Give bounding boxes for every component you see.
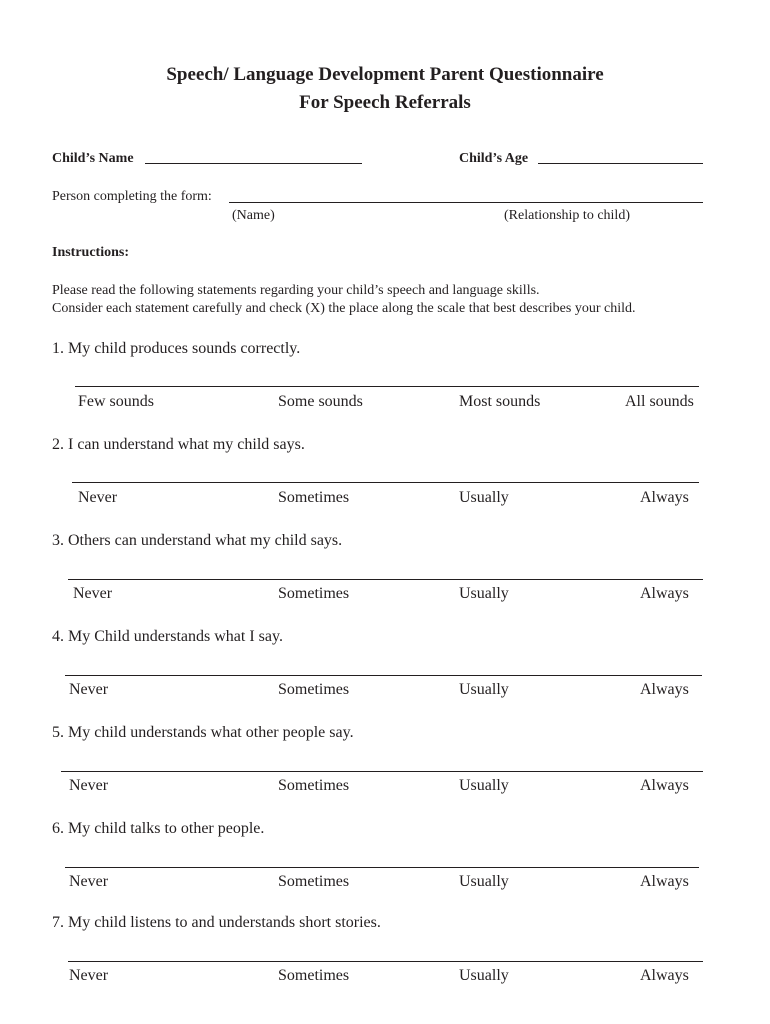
child-name-label: Child’s Name [52,151,134,166]
option-usually: Usually [459,873,509,890]
instructions-line-2: Consider each statement carefully and check (X) the place along the scale that best describes your child. [52,301,636,316]
option-few-sounds: Few sounds [78,393,155,410]
question-2: 2. I can understand what my child says. [52,436,305,453]
option-always: Always [640,681,689,698]
rating-scale-2[interactable] [72,482,699,483]
option-always: Always [640,777,689,794]
rating-scale-4[interactable] [65,675,702,676]
option-sometimes: Sometimes [278,681,350,698]
question-7: 7. My child listens to and understands short stories. [52,914,381,931]
name-caption: (Name) [232,208,275,223]
option-some-sounds: Some sounds [278,393,363,410]
option-usually: Usually [459,967,509,984]
option-always: Always [640,967,689,984]
rating-scale-5[interactable] [61,771,703,772]
question-6: 6. My child talks to other people. [52,820,265,837]
relationship-caption: (Relationship to child) [504,208,630,223]
child-name-field[interactable] [145,163,362,164]
page-subtitle: For Speech Referrals [299,92,471,113]
option-sometimes: Sometimes [278,967,350,984]
option-most-sounds: Most sounds [459,393,541,410]
person-completing-field[interactable] [229,202,703,203]
option-never: Never [69,967,109,984]
option-never: Never [78,489,118,506]
rating-scale-6[interactable] [65,867,699,868]
option-usually: Usually [459,681,509,698]
option-never: Never [69,777,109,794]
option-never: Never [73,585,113,602]
option-always: Always [640,873,689,890]
option-all-sounds: All sounds [625,393,694,410]
option-sometimes: Sometimes [278,585,350,602]
instructions-line-1: Please read the following statements regarding your child’s speech and language skills. [52,283,540,298]
page-title: Speech/ Language Development Parent Questionnaire [166,64,604,85]
option-always: Always [640,585,689,602]
child-age-label: Child’s Age [459,151,529,166]
option-usually: Usually [459,777,509,794]
option-usually: Usually [459,489,509,506]
rating-scale-7[interactable] [68,961,703,962]
rating-scale-3[interactable] [68,579,703,580]
question-5: 5. My child understands what other people say. [52,724,354,741]
person-completing-label: Person completing the form: [52,189,212,204]
rating-scale-1[interactable] [75,386,699,387]
option-sometimes: Sometimes [278,873,350,890]
option-never: Never [69,681,109,698]
option-sometimes: Sometimes [278,777,350,794]
option-sometimes: Sometimes [278,489,350,506]
option-usually: Usually [459,585,509,602]
instructions-heading: Instructions: [52,245,130,260]
question-4: 4. My Child understands what I say. [52,628,283,645]
option-never: Never [69,873,109,890]
question-3: 3. Others can understand what my child says. [52,532,343,549]
child-age-field[interactable] [538,163,703,164]
option-always: Always [640,489,689,506]
question-1: 1. My child produces sounds correctly. [52,340,301,357]
